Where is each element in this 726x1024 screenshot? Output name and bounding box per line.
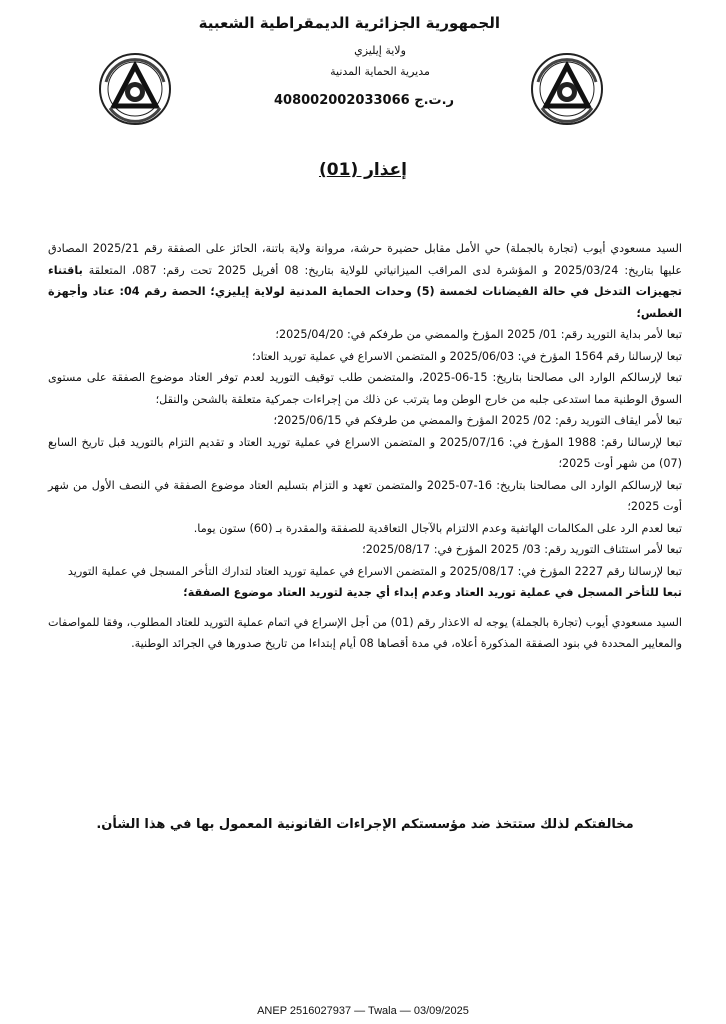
list-item: تبعا لأمر ايقاف التوريد رقم: 02/ 2025 المؤرخ والممضي من طرفكم في 2025/06/15؛ [273, 414, 682, 427]
list-item: تبعا لأمر بداية التوريد رقم: 01/ 2025 المؤرخ والممضي من طرفكم في: 2025/04/20؛ [275, 328, 682, 341]
intro-bold-text: باقتناء تجهيزات التدخل في حالة الفيضانات لخمسة (5) وحدات الحماية المدنية لولاية إيليزي؛ الحصة رقم 04: عتاد وأجهزة الغطس؛ [48, 263, 683, 320]
list-item: تبعا لإرسالكم الوارد الى مصالحنا بتاريخ: 16-07-2025 والمتضمن تعهد و التزام بتسليم العتاد موضوع الصفقة في النصف الأول من شهر أوت 2025؛ [48, 478, 682, 513]
directorate-name: مديرية الحماية المدنية [330, 65, 430, 78]
wilaya-name: ولاية إيليزي [354, 44, 406, 57]
notice-paragraph: السيد مسعودي أيوب (تجارة بالجملة) يوجه له الاعذار رقم (01) من أجل الإسراع في اتمام عملية التوريد للعتاد المطلوب، وفقا للمواصفات والمعايير المحددة في بنود الصفقة المذكورة أعلاه، في مدة أقصاها 08 أيام إبتداءا من تاريخ صدورها في الجرائد الوطنية. [48, 615, 682, 650]
list-item: تبعا لأمر استئناف التوريد رقم: 03/ 2025 المؤرخ في: 2025/08/17؛ [362, 543, 682, 556]
document-header [0, 0, 726, 120]
title-text: إعذار (01) [318, 160, 407, 180]
header-text-block [198, 0, 500, 78]
list-item: تبعا لإرسالنا رقم: 1988 المؤرخ في: 2025/07/16 و المتضمن الاسراع في عملية توريد العتاد و تقديم التزام بالتوريد قبل تاريخ السابع (07) من شهر أوت 2025؛ [48, 435, 682, 470]
list-item: تبعا لعدم الرد على المكالمات الهاتفية وعدم الالتزام بالآجال التعاقدية للصفقة والمقدرة بـ (60) ستون يوما. [193, 521, 682, 535]
list-item: تبعا لإرسالكم الوارد الى مصالحنا بتاريخ: 15-06-2025، والمتضمن طلب توقيف التوريد لعدم توفر العتاد موضوع الصفقة على مستوى السوق الوطنية مما استدعى جلبه من خارج الوطن وما يترتب عن ذلك من إجراءات جمركية متعلقة بالشحن والنقل؛ [48, 371, 682, 406]
list-item: تبعا للتأخر المسجل في عملية توريد العتاد وعدم إبداء أي جدية لتوريد العتاد موضوع الصفقة؛ [183, 586, 682, 599]
civil-protection-logo-right-icon [530, 52, 604, 126]
document-title [0, 160, 726, 180]
list-item: تبعا لإرسالنا رقم 1564 المؤرخ في: 2025/06/03 و المتضمن الاسراع في عملية توريد العتاد؛ [252, 349, 682, 363]
document-body [48, 238, 682, 655]
footer-reference: ANEP 2516027937 — Twala — 03/09/2025 [257, 1005, 469, 1017]
intro-text: السيد مسعودي أيوب (تجارة بالجملة) حي الأمل مقابل حضيرة حرشة، مروانة ولاية باتنة، الحائز على الصفقة رقم 2025/21 المصادق عليها بتاريخ: 2025/03/24 و المؤشرة لدى المراقب الميزانياتي للولاية بتاريخ: 08 أفريل 2025 تحت رقم: 087، المتعلقة [48, 242, 682, 277]
intro-paragraph [48, 238, 682, 324]
spacer [48, 604, 682, 612]
closing-statement: مخالفتكم لذلك ستتخذ ضد مؤسستكم الإجراءات القانونية المعمول بها في هذا الشأن. [96, 817, 634, 832]
list-item: تبعا لإرسالنا رقم 2227 المؤرخ في: 2025/08/17 و المتضمن الاسراع في عملية توريد العتاد لتدارك التأخر المسجل في عملية التوريد [67, 564, 682, 578]
nif-number: ر.ت.ج 408002002033066 [273, 93, 454, 108]
civil-protection-logo-left-icon [98, 52, 172, 126]
republic-name: الجمهورية الجزائرية الديمقراطية الشعبية [198, 14, 500, 32]
